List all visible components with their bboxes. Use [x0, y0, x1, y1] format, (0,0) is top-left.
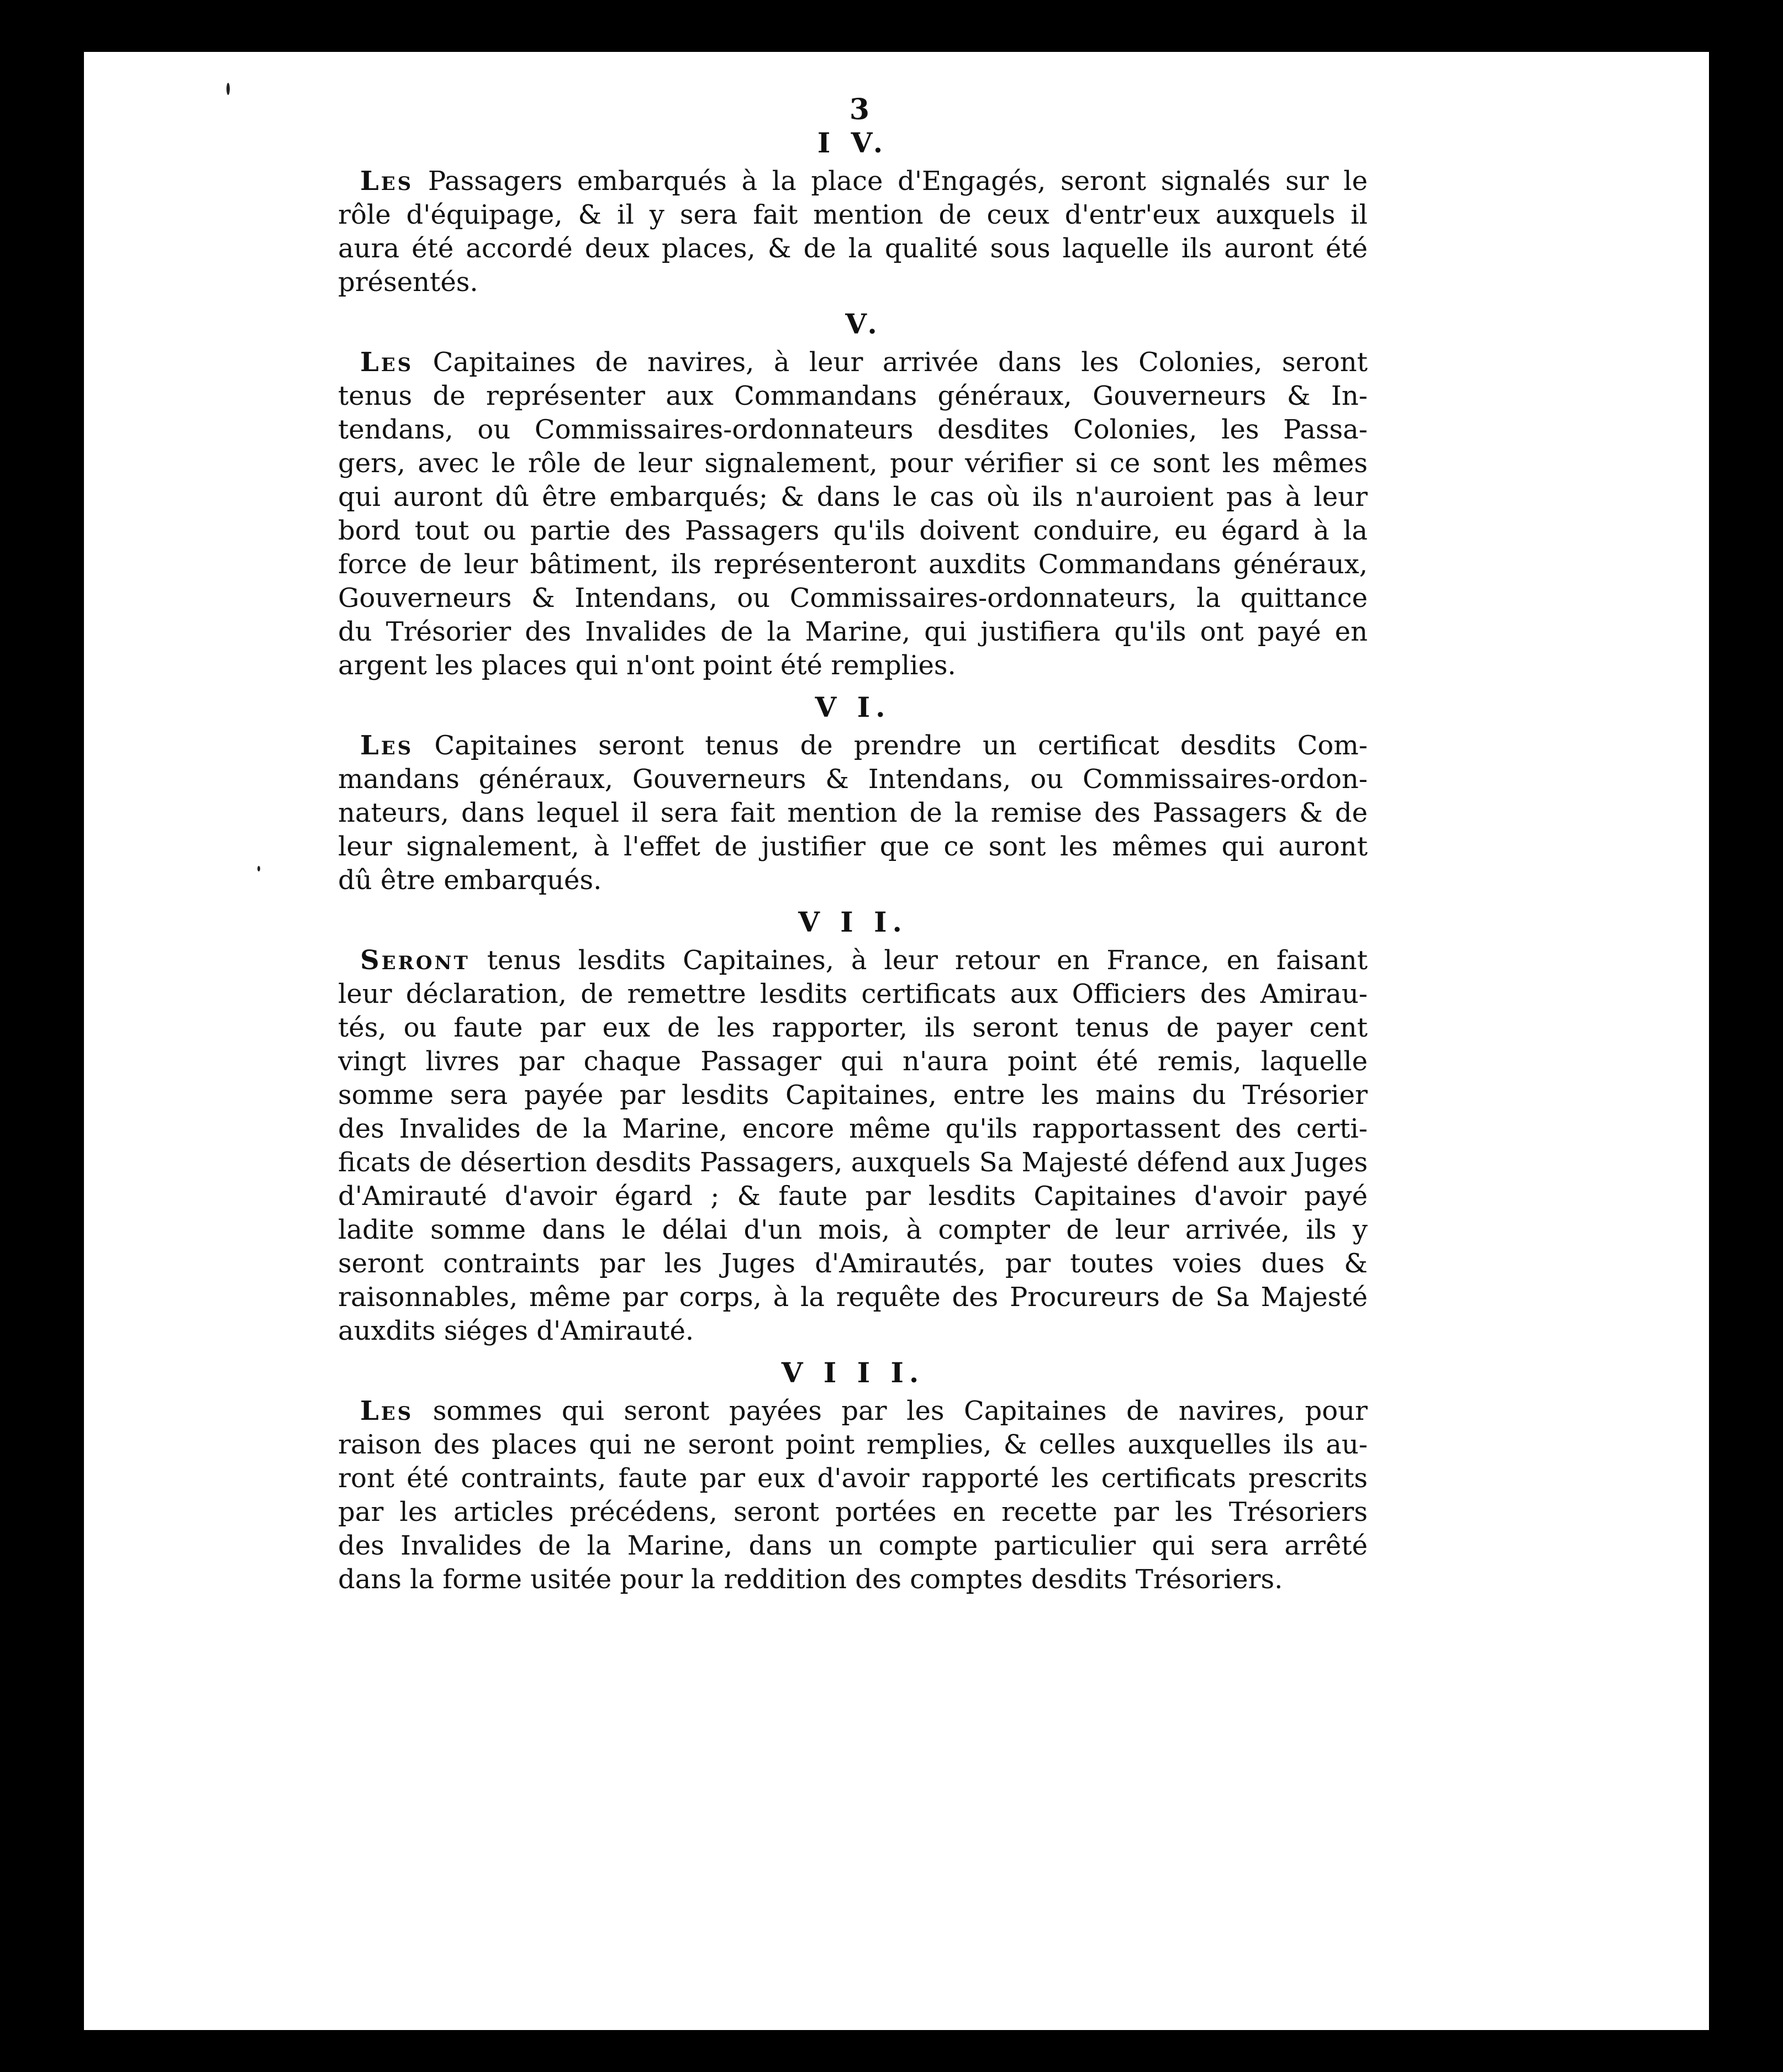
- text-line: raisonnables, même par corps, à la requête des Procureurs de Sa Majesté: [338, 1282, 1368, 1313]
- article-heading-v: V.: [845, 308, 883, 340]
- lead-word: Les: [360, 1396, 414, 1426]
- lead-word: Seront: [360, 945, 470, 976]
- text-line: nateurs, dans lequel il sera fait mention de la remise des Passagers & de: [338, 797, 1368, 828]
- article-heading-viii: V I I I.: [781, 1356, 925, 1389]
- article-viii-text: [338, 1394, 1368, 1597]
- text-line: ront été contraints, faute par eux d'avoir rapporté les certificats prescrits: [338, 1463, 1368, 1494]
- article-heading-iv: I V.: [817, 126, 889, 159]
- text-line: Gouverneurs & Intendans, ou Commissaires-ordonnateurs, la quittance: [338, 583, 1368, 614]
- document-body: [338, 94, 1368, 1604]
- text-line: présentés.: [338, 267, 478, 298]
- text-line: auxdits siéges d'Amirauté.: [338, 1315, 694, 1346]
- article-vii-text: [338, 944, 1368, 1348]
- text-line: dû être embarqués.: [338, 865, 602, 896]
- text-line: tés, ou faute par eux de les rapporter, ils seront tenus de payer cent: [338, 1012, 1368, 1043]
- text-line: Les Passagers embarqués à la place d'Engagés, seront signalés sur le: [360, 166, 1368, 197]
- text-line: Les Capitaines de navires, à leur arrivée dans les Colonies, seront: [360, 347, 1368, 378]
- text-line: tenus de représenter aux Commandans généraux, Gouverneurs & In-: [338, 380, 1368, 411]
- text-line: qui auront dû être embarqués; & dans le cas où ils n'auroient pas à leur: [338, 482, 1368, 512]
- text-line: ficats de désertion desdits Passagers, auxquels Sa Majesté défend aux Juges: [338, 1147, 1368, 1178]
- text-line: aura été accordé deux places, & de la qualité sous laquelle ils auront été: [338, 233, 1368, 264]
- text-line: du Trésorier des Invalides de la Marine, qui justifiera qu'ils ont payé en: [338, 616, 1368, 647]
- article-heading-vii: V I I.: [798, 906, 908, 938]
- lead-word: Les: [360, 730, 414, 761]
- text-line: rôle d'équipage, & il y sera fait mention de ceux d'entr'eux auxquels il: [338, 199, 1368, 230]
- text-line: d'Amirauté d'avoir égard ; & faute par lesdits Capitaines d'avoir payé: [338, 1181, 1368, 1212]
- text-line: vingt livres par chaque Passager qui n'aura point été remis, laquelle: [338, 1046, 1368, 1077]
- text-line: dans la forme usitée pour la reddition des comptes desdits Trésoriers.: [338, 1564, 1283, 1595]
- article-v-text: [338, 346, 1368, 683]
- text-line: ladite somme dans le délai d'un mois, à compter de leur arrivée, ils y: [338, 1214, 1368, 1245]
- scan-speck: [226, 83, 230, 95]
- lead-word: Les: [360, 166, 414, 197]
- text-line: tendans, ou Commissaires-ordonnateurs desdites Colonies, les Passa-: [338, 414, 1368, 445]
- text-line: Les sommes qui seront payées par les Capitaines de navires, pour: [360, 1396, 1368, 1426]
- text-line: Les Capitaines seront tenus de prendre un certificat desdits Com-: [360, 730, 1368, 761]
- text-line: bord tout ou partie des Passagers qu'ils doivent conduire, eu égard à la: [338, 515, 1368, 546]
- text-line: gers, avec le rôle de leur signalement, pour vérifier si ce sont les mêmes: [338, 448, 1368, 479]
- article-iv-text: [338, 165, 1368, 299]
- text-line: mandans généraux, Gouverneurs & Intendans, ou Commissaires-ordon-: [338, 764, 1368, 795]
- scan-speck: [257, 866, 260, 871]
- text-line: leur signalement, à l'effet de justifier que ce sont les mêmes qui auront: [338, 831, 1368, 862]
- scan-border-right: [1709, 0, 1783, 2072]
- article-heading-vi: V I.: [815, 691, 891, 723]
- text-line: seront contraints par les Juges d'Amirautés, par toutes voies dues &: [338, 1248, 1368, 1279]
- text-line: des Invalides de la Marine, dans un compte particulier qui sera arrêté: [338, 1530, 1368, 1561]
- article-vi-text: [338, 729, 1368, 897]
- text-line: Seront tenus lesdits Capitaines, à leur retour en France, en faisant: [360, 945, 1368, 976]
- text-line: force de leur bâtiment, ils représenteront auxdits Commandans généraux,: [338, 549, 1368, 580]
- text-line: des Invalides de la Marine, encore même qu'ils rapportassent des certi-: [338, 1113, 1368, 1144]
- page-number: 3: [849, 93, 870, 126]
- text-line: argent les places qui n'ont point été remplies.: [338, 650, 956, 681]
- text-line: somme sera payée par lesdits Capitaines, entre les mains du Trésorier: [338, 1080, 1368, 1111]
- text-line: raison des places qui ne seront point remplies, & celles auxquelles ils au-: [338, 1429, 1368, 1460]
- text-line: par les articles précédens, seront portées en recette par les Trésoriers: [338, 1497, 1368, 1527]
- lead-word: Les: [360, 347, 414, 378]
- text-line: leur déclaration, de remettre lesdits certificats aux Officiers des Amirau-: [338, 979, 1368, 1009]
